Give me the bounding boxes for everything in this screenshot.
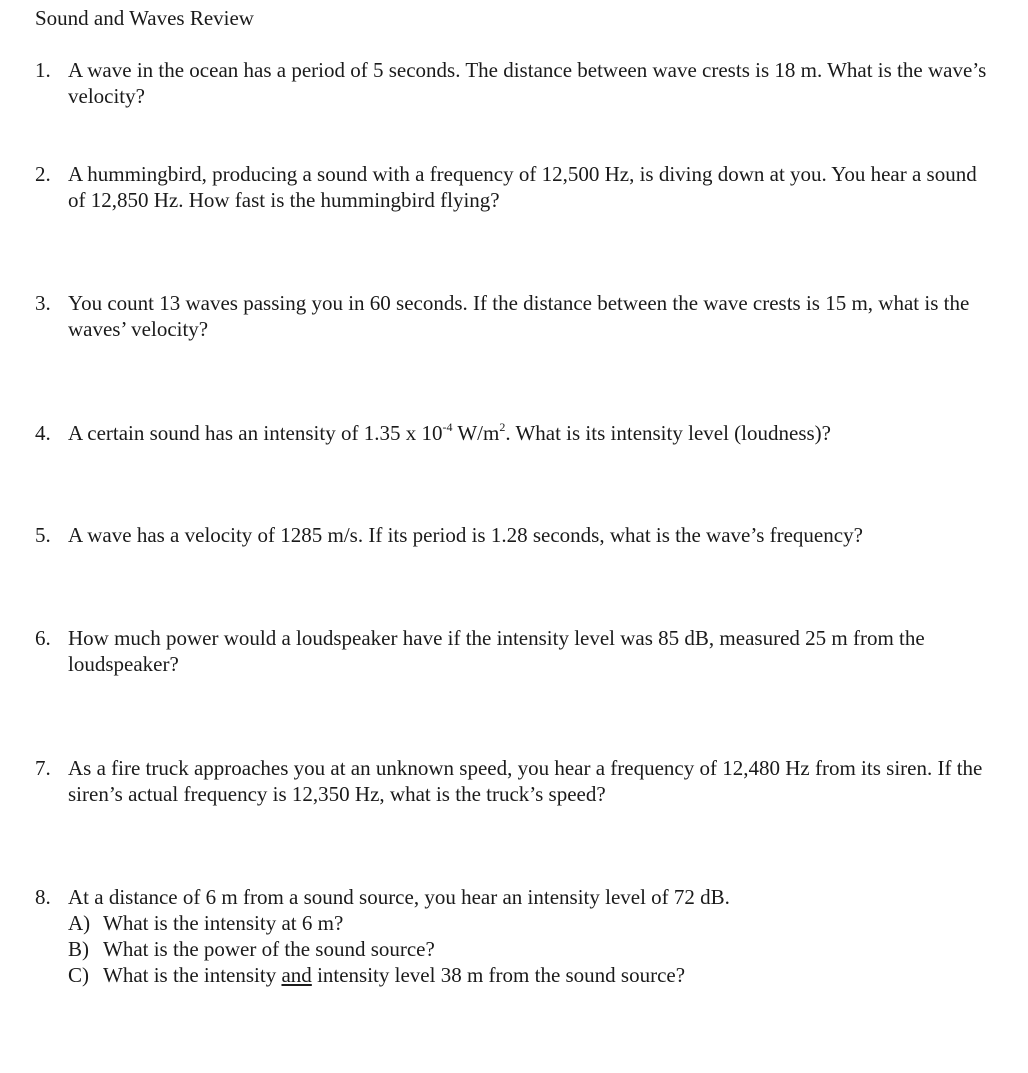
unit-exponent: 2: [499, 420, 506, 434]
question-2: [35, 161, 995, 213]
question-number: 4.: [35, 421, 51, 445]
question-stem: At a distance of 6 m from a sound source, you hear an intensity level of 72 dB.: [68, 885, 730, 909]
question-text: As a fire truck approaches you at an unknown speed, you hear a frequency of 12,480 Hz from its siren. If the siren’s actual frequency is 12,350 Hz, what is the truck’s speed?: [68, 756, 983, 806]
question-number: 6.: [35, 626, 51, 650]
question-number: 8.: [35, 885, 51, 909]
question-text: A certain sound has an intensity of 1.35 x $10^{-4}$ $W/m^2$. What is its intensity level (loudness)?: [68, 420, 831, 445]
sub-question-letter: B): [68, 937, 89, 961]
question-text: A hummingbird, producing a sound with a frequency of 12,500 Hz, is diving down at you. You hear a sound of 12,850 Hz. How fast is the hummingbird flying?: [68, 162, 977, 212]
question-6: [35, 625, 995, 677]
question-text: A wave in the ocean has a period of 5 seconds. The distance between wave crests is 18 m. What is the wave’s velocity?: [68, 58, 987, 108]
sub-question-letter: C): [68, 963, 89, 987]
page-title: Sound and Waves Review: [35, 6, 254, 30]
question-4: [35, 420, 995, 446]
sub-question-letter: A): [68, 911, 91, 935]
question-number: 5.: [35, 523, 51, 547]
sub-question-text: What is the intensity and intensity level 38 m from the sound source?: [103, 963, 686, 987]
sub-question-b: [68, 936, 995, 962]
question-number: 3.: [35, 291, 51, 315]
question-number: 7.: [35, 756, 51, 780]
question-text: [68, 884, 995, 988]
clipped-text-fragment: [60, 0, 90, 1]
question-5: [35, 522, 995, 548]
question-number: 2.: [35, 162, 51, 186]
underlined-word: and: [281, 963, 312, 987]
question-7: [35, 755, 995, 807]
sub-question-text: What is the intensity at 6 m?: [103, 911, 344, 935]
question-text: How much power would a loudspeaker have if the intensity level was 85 dB, measured 25 m from the loudspeaker?: [68, 626, 925, 676]
question-1: [35, 57, 995, 109]
question-text: A wave has a velocity of 1285 m/s. If its period is 1.28 seconds, what is the wave’s frequency?: [68, 523, 863, 547]
question-text: You count 13 waves passing you in 60 seconds. If the distance between the wave crests is 15 m, what is the waves’ velocity?: [68, 291, 970, 341]
sub-question-a: [68, 910, 995, 936]
question-3: [35, 290, 995, 342]
question-number: 1.: [35, 58, 51, 82]
exponent: -4: [442, 420, 453, 434]
sub-question-c: [68, 962, 995, 988]
sub-question-text: What is the power of the sound source?: [103, 937, 435, 961]
question-8: [35, 884, 995, 988]
